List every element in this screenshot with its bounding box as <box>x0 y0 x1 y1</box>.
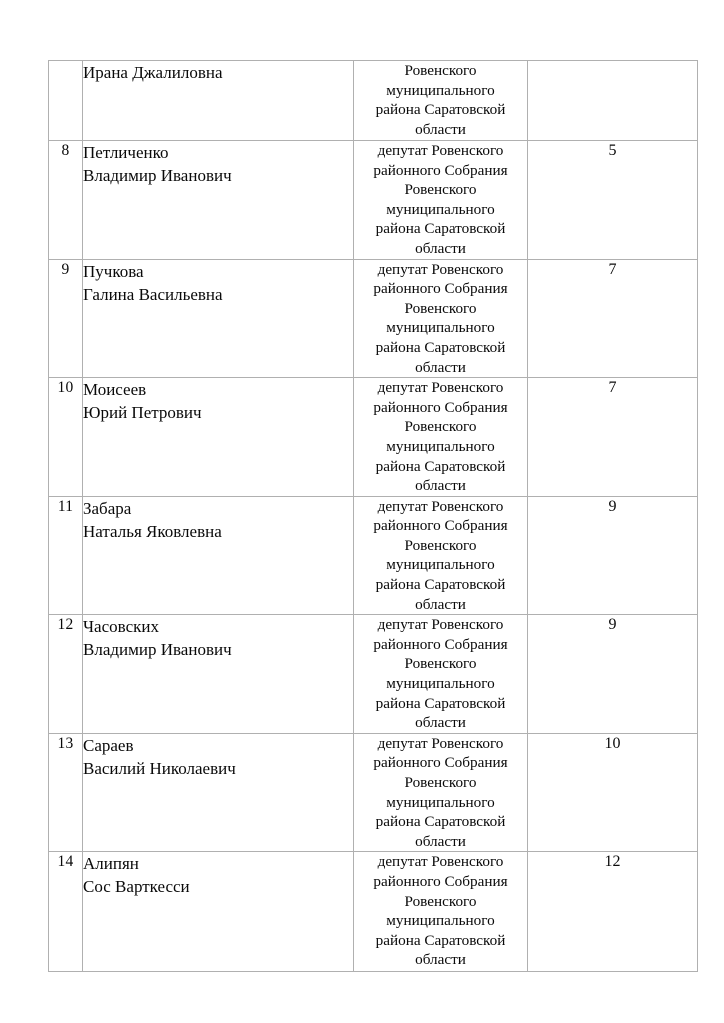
position-line: области <box>415 595 466 613</box>
person-name-line: Сос Варткесси <box>83 877 190 897</box>
person-name-line: Ирана Джалиловна <box>83 63 223 82</box>
position-line: районного Собрания <box>373 872 508 890</box>
person-name-line: Забара <box>83 498 132 518</box>
position-cell <box>354 852 528 972</box>
person-name-line: Юрий Петрович <box>83 403 202 423</box>
table-row <box>49 615 698 734</box>
position-line: районного Собрания <box>373 280 508 298</box>
position-line: района Саратовской <box>375 338 506 356</box>
position-line: муниципального <box>386 437 495 455</box>
position-line: муниципального <box>386 200 495 218</box>
position-line: Ровенского <box>404 181 477 199</box>
position-line: района Саратовской <box>375 101 506 119</box>
position-cell <box>354 496 528 615</box>
position-line: области <box>415 239 466 257</box>
position-line: районного Собрания <box>373 635 508 653</box>
count-cell: 7 <box>528 378 698 497</box>
position-line: депутат Ровенского <box>377 142 504 159</box>
table-row <box>49 852 698 972</box>
row-number-cell: 13 <box>49 733 83 852</box>
deputies-table <box>48 60 698 972</box>
table-row <box>49 61 698 141</box>
position-line: района Саратовской <box>375 220 506 238</box>
person-name-line: Наталья Яковлевна <box>83 521 222 541</box>
position-line: Ровенского <box>404 774 477 791</box>
person-name-cell <box>83 378 354 497</box>
position-line: депутат Ровенского <box>377 616 504 634</box>
row-number-cell: 8 <box>49 141 83 260</box>
person-name-line: Пучкова <box>83 261 144 281</box>
table-row <box>49 141 698 260</box>
position-line: депутат Ровенского <box>377 497 504 515</box>
position-cell <box>354 259 528 378</box>
table-body <box>49 61 698 972</box>
count-cell: 10 <box>528 733 698 852</box>
position-line: муниципального <box>386 81 495 99</box>
person-name-line: Моисеев <box>83 380 147 400</box>
position-line: Ровенского <box>404 299 477 317</box>
person-name-line: Алипян <box>83 854 139 874</box>
table-row <box>49 733 698 852</box>
person-name-cell <box>83 615 354 734</box>
position-line: Ровенского <box>404 62 477 79</box>
row-number-cell: 12 <box>49 615 83 734</box>
table-row <box>49 496 698 615</box>
position-line: муниципального <box>386 793 495 811</box>
position-line: муниципального <box>386 912 495 930</box>
position-cell <box>354 61 528 141</box>
position-line: области <box>415 951 466 969</box>
position-line: муниципального <box>386 319 495 337</box>
person-name-cell <box>83 61 354 141</box>
count-cell: 9 <box>528 496 698 615</box>
position-line: депутат Ровенского <box>377 734 504 752</box>
position-line: района Саратовской <box>375 931 506 949</box>
count-cell: 5 <box>528 141 698 260</box>
position-line: районного Собрания <box>373 517 508 535</box>
position-cell <box>354 733 528 852</box>
position-line: Ровенского <box>404 892 477 910</box>
position-line: области <box>415 477 466 495</box>
person-name-line: Василий Николаевич <box>83 758 236 778</box>
row-number-cell: 9 <box>49 259 83 378</box>
position-line: района Саратовской <box>375 576 506 594</box>
person-name-line: Галина Васильевна <box>83 284 223 304</box>
count-cell: 7 <box>528 259 698 378</box>
position-line: муниципального <box>386 675 495 693</box>
table-row <box>49 378 698 497</box>
position-line: области <box>415 120 466 138</box>
position-line: Ровенского <box>404 655 477 673</box>
person-name-cell <box>83 496 354 615</box>
person-name-cell <box>83 733 354 852</box>
count-cell <box>528 61 698 141</box>
position-line: района Саратовской <box>375 457 506 475</box>
position-line: Ровенского <box>404 418 477 436</box>
row-number-cell: 11 <box>49 496 83 615</box>
position-line: области <box>415 832 466 850</box>
count-cell: 9 <box>528 615 698 734</box>
position-line: районного Собрания <box>373 161 508 179</box>
position-line: депутат Ровенского <box>377 853 504 871</box>
position-line: области <box>415 714 466 732</box>
position-cell <box>354 615 528 734</box>
person-name-line: Сараев <box>83 735 134 755</box>
position-line: области <box>415 358 466 376</box>
person-name-line: Владимир Иванович <box>83 640 232 660</box>
row-number-cell: 10 <box>49 378 83 497</box>
position-cell <box>354 141 528 260</box>
count-cell: 12 <box>528 852 698 972</box>
person-name-line: Владимир Иванович <box>83 166 232 185</box>
person-name-line: Петличенко <box>83 143 169 162</box>
position-line: депутат Ровенского <box>377 260 504 278</box>
person-name-cell <box>83 259 354 378</box>
position-line: муниципального <box>386 556 495 574</box>
position-line: депутат Ровенского <box>377 379 504 397</box>
position-line: района Саратовской <box>375 813 506 831</box>
person-name-cell <box>83 852 354 972</box>
position-line: районного Собрания <box>373 754 508 772</box>
table-row <box>49 259 698 378</box>
row-number-cell: 14 <box>49 852 83 972</box>
position-line: районного Собрания <box>373 398 508 416</box>
position-line: района Саратовской <box>375 694 506 712</box>
row-number-cell <box>49 61 83 141</box>
person-name-line: Часовских <box>83 617 159 637</box>
position-line: Ровенского <box>404 536 477 554</box>
position-cell <box>354 378 528 497</box>
person-name-cell <box>83 141 354 260</box>
